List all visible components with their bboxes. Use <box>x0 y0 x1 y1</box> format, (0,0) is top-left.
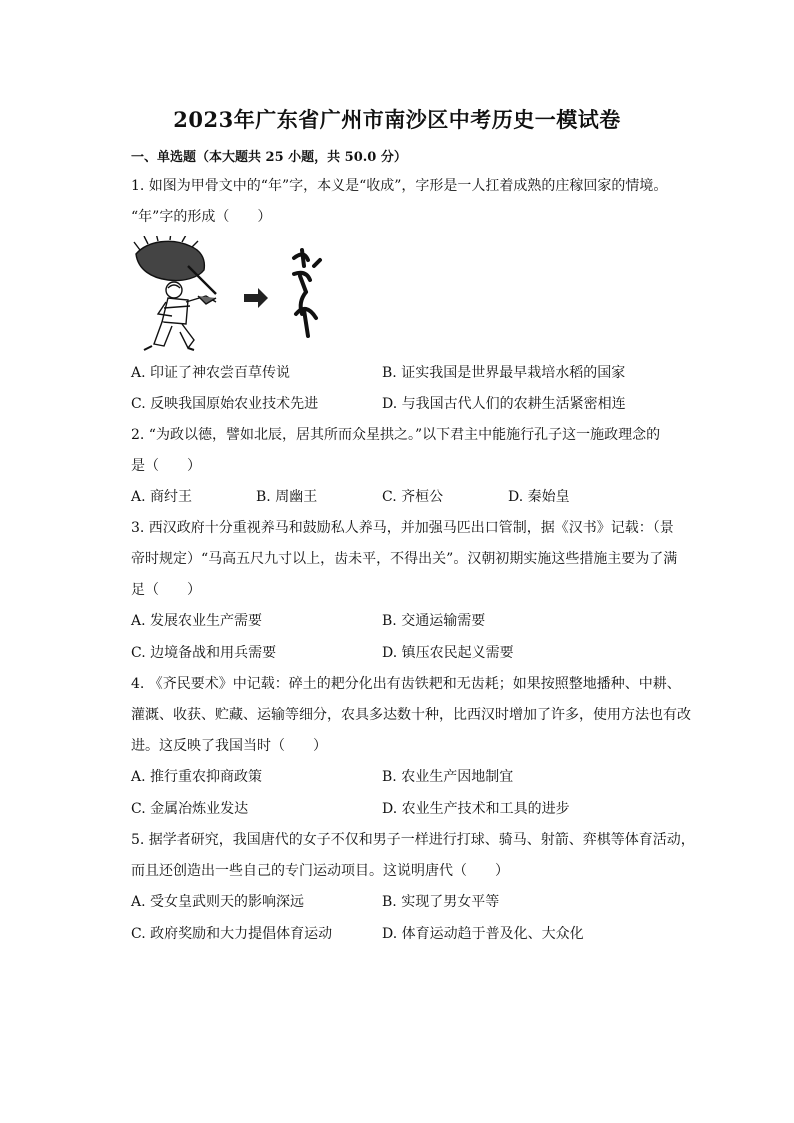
q5-option-b: B. 实现了男女平等 <box>382 894 500 910</box>
q2-option-b: B. 周幽王 <box>256 489 318 505</box>
q3-stem-line1: 3. 西汉政府十分重视养马和鼓励私人养马，并加强马匹出口管制，据《汉书》记载：（景 <box>131 520 674 536</box>
q4-option-b: B. 农业生产因地制宜 <box>382 769 514 785</box>
q3-option-b: B. 交通运输需要 <box>382 613 486 629</box>
q4-stem-line2: 灌溉、收获、贮藏、运输等细分，农具多达数十种，比西汉时增加了许多，使用方法也有改 <box>131 707 691 723</box>
q1-option-b: B. 证实我国是世界最早栽培水稻的国家 <box>382 365 626 381</box>
q2-stem-line2: 是（ ） <box>131 458 201 474</box>
q1-stem-line2: “年”字的形成（ ） <box>131 209 272 225</box>
farmer-oracle-bone-figure <box>128 236 338 352</box>
q1-stem-line1: 1. 如图为甲骨文中的“年”字，本义是“收成”，字形是一人扛着成熟的庄稼回家的情境。 <box>131 178 668 194</box>
q4-stem-line3: 进。这反映了我国当时（ ） <box>131 738 327 754</box>
q4-option-d: D. 农业生产技术和工具的进步 <box>382 801 570 817</box>
q3-option-c: C. 边境备战和用兵需要 <box>131 645 277 661</box>
q2-option-d: D. 秦始皇 <box>508 489 570 505</box>
q1-option-c: C. 反映我国原始农业技术先进 <box>131 396 319 412</box>
q2-stem-line1: 2. “为政以德，譬如北辰，居其所而众星拱之。”以下君主中能施行孔子这一施政理念的 <box>131 427 661 443</box>
section-heading: 一、单选题（本大题共 25 小题，共 50.0 分） <box>131 150 407 165</box>
q3-stem-line3: 足（ ） <box>131 582 201 598</box>
q1-option-d: D. 与我国古代人们的农耕生活紧密相连 <box>382 396 626 412</box>
oracle-bone-nian-glyph <box>294 250 320 336</box>
q4-stem-line1: 4. 《齐民要术》中记载：碎土的耙分化出有齿铁耙和无齿耗；如果按照整地播种、中耕、 <box>131 676 681 692</box>
q2-option-a: A. 商纣王 <box>131 489 193 505</box>
q2-option-c: C. 齐桓公 <box>382 489 444 505</box>
q5-option-d: D. 体育运动趋于普及化、大众化 <box>382 926 584 942</box>
q1-option-a: A. 印证了神农尝百草传说 <box>131 365 291 381</box>
q5-option-a: A. 受女皇武则天的影响深远 <box>131 894 305 910</box>
q3-option-d: D. 镇压农民起义需要 <box>382 645 514 661</box>
q5-stem-line1: 5. 据学者研究，我国唐代的女子不仅和男子一样进行打球、骑马、射箭、弈棋等体育活动， <box>131 832 695 848</box>
arrow-icon <box>244 288 268 308</box>
farmer-carrying-grain-illustration <box>134 236 216 350</box>
q4-option-a: A. 推行重农抑商政策 <box>131 769 263 785</box>
q5-option-c: C. 政府奖励和大力提倡体育运动 <box>131 926 333 942</box>
q4-option-c: C. 金属冶炼业发达 <box>131 801 249 817</box>
q3-option-a: A. 发展农业生产需要 <box>131 613 263 629</box>
q5-stem-line2: 而且还创造出一些自己的专门运动项目。这说明唐代（ ） <box>131 863 509 879</box>
q3-stem-line2: 帝时规定）“马高五尺九寸以上，齿未平，不得出关”。汉朝初期实施这些措施主要为了满 <box>131 551 678 567</box>
page-title: 2023年广东省广州市南沙区中考历史一模试卷 <box>173 107 621 132</box>
